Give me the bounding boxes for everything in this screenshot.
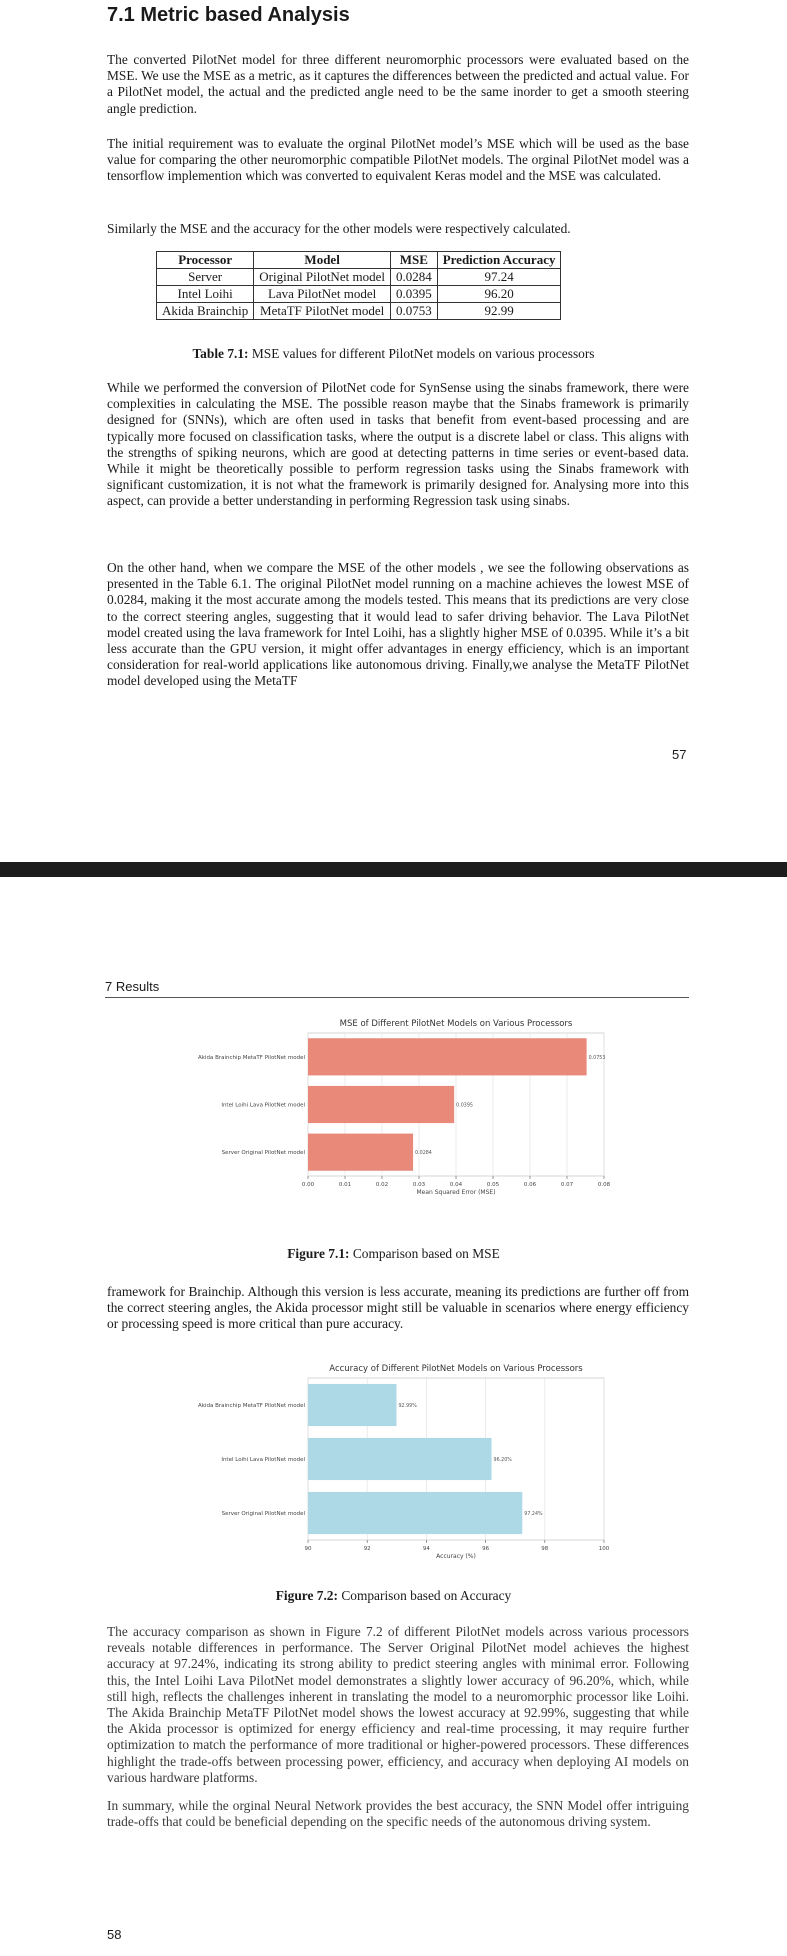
y-category-label: Intel Loihi Lava PilotNet model	[221, 1102, 305, 1109]
chart-title: Accuracy of Different PilotNet Models on Various Processors	[329, 1364, 583, 1374]
x-tick-label: 0.03	[412, 1182, 426, 1188]
table-cell: Akida Brainchip	[157, 303, 254, 320]
mse-bar-chart	[0, 1017, 787, 1207]
x-tick-label: 90	[304, 1546, 312, 1552]
x-tick-label: 92	[363, 1546, 371, 1552]
page-57	[0, 0, 787, 862]
table-cell: 0.0753	[390, 303, 437, 320]
x-tick-label: 98	[541, 1546, 549, 1552]
x-tick-label: 100	[598, 1546, 610, 1552]
table-caption-text: MSE values for different PilotNet models on various processors	[248, 346, 595, 361]
table-row	[157, 269, 561, 286]
figure-caption-1-text: Comparison based on MSE	[349, 1246, 500, 1261]
table-cell: Original PilotNet model	[254, 269, 391, 286]
table-header-row	[157, 252, 561, 269]
page-number: 58	[107, 1927, 122, 1942]
bar	[308, 1384, 397, 1426]
paragraph-brainchip: framework for Brainchip. Although this version is less accurate, meaning its predictions are further off from the correct steering angles, the Akida processor might still be valuable in scenarios where energy efficiency or processing speed is more critical than pure accuracy.	[107, 1284, 689, 1332]
bar	[308, 1086, 454, 1123]
table-header: Prediction Accuracy	[437, 252, 561, 269]
x-tick-label: 0.08	[597, 1182, 611, 1188]
page-separator	[0, 862, 787, 877]
y-category-label: Server Original PilotNet model	[221, 1511, 305, 1517]
figure-caption-2-text: Comparison based on Accuracy	[337, 1588, 512, 1603]
page-58	[0, 877, 787, 1956]
y-category-label: Intel Loihi Lava PilotNet model	[221, 1457, 305, 1463]
figure-caption-1	[0, 1246, 787, 1262]
data-label: 97.24%	[524, 1512, 543, 1517]
table-row	[157, 303, 561, 320]
table-cell: 97.24	[437, 269, 561, 286]
x-tick-label: 0.06	[523, 1182, 537, 1188]
table-row	[157, 286, 561, 303]
data-label: 92.99%	[398, 1404, 417, 1409]
data-label: 0.0284	[415, 1151, 432, 1157]
table-caption-label: Table 7.1:	[192, 346, 249, 361]
table-cell: Lava PilotNet model	[254, 286, 391, 303]
paragraph-mse-metric: The converted PilotNet model for three different neuromorphic processors were evaluated based on the MSE. We use the MSE as a metric, as it captures the differences between the predicted and actual value. For a PilotNet model, the actual and the predicted angle need to be the same inorder to get a smooth steering angle prediction.	[107, 52, 689, 116]
page-number: 57	[672, 747, 687, 762]
figure-caption-1-label: Figure 7.1:	[287, 1246, 350, 1261]
x-axis-label: Accuracy (%)	[436, 1553, 476, 1560]
y-category-label: Akida Brainchip MetaTF PilotNet model	[197, 1054, 305, 1061]
table-cell: 96.20	[437, 286, 561, 303]
paragraph-original-model: The initial requirement was to evaluate the orginal PilotNet model’s MSE which will be used as the base value for comparing the other neuromorphic compatible PilotNet models. The orginal PilotNet model was a tensorflow implemention which was converted to equivalent Keras model and the MSE was calculated.	[107, 136, 689, 184]
running-header: 7 Results	[105, 979, 160, 994]
header-rule	[105, 997, 689, 998]
table-cell: 0.0395	[390, 286, 437, 303]
x-tick-label: 0.02	[375, 1182, 389, 1188]
figure-caption-2	[0, 1588, 787, 1604]
y-category-label: Server Original PilotNet model	[221, 1150, 305, 1157]
data-label: 0.0753	[588, 1055, 606, 1061]
x-tick-label: 94	[422, 1546, 430, 1552]
table-header: Processor	[157, 252, 254, 269]
mse-table	[156, 251, 561, 320]
bar	[308, 1438, 492, 1480]
paragraph-comparison: On the other hand, when we compare the MSE of the other models , we see the following observations as presented in the Table 6.1. The original PilotNet model running on a machine achieves the lowest MSE of 0.0284, making it the most accurate among the models tested. This means that its predictions are very close to the correct steering angles, suggesting that it would lead to safer driving behavior. The Lava PilotNet model created using the lava framework for Intel Loihi, has a slightly higher MSE of 0.0395. While it’s a bit less accurate than the GPU version, it might offer advantages in energy efficiency, which is an important consideration for real-world applications like autonomous driving. Finally,we analyse the MetaTF PilotNet model developed using the MetaTF	[107, 560, 689, 689]
chart-title: MSE of Different PilotNet Models on Various Processors	[339, 1019, 573, 1029]
paragraph-sinabs: While we performed the conversion of PilotNet code for SynSense using the sinabs framework, there were complexities in calculating the MSE. The possible reason maybe that the Sinabs framework is primarily designed for (SNNs), which are often used in tasks that benefit from event-based processing and are typically more focused on classification tasks, where the output is a discrete label or class. This aligns with the strengths of spiking neurons, which are good at detecting patterns in time series or event-based data. While it might be theoretically possible to perform regression tasks using the Sinabs framework with significant customization, it is not what the framework is primarily designed for. Analysing more into this aspect, can provide a better understanding in performing Regression task using sinabs.	[107, 380, 689, 509]
x-tick-label: 0.01	[338, 1182, 352, 1188]
paragraph-accuracy-comparison: The accuracy comparison as shown in Figure 7.2 of different PilotNet models across various processors reveals notable differences in performance. The Server Original PilotNet model achieves the highest accuracy at 97.24%, indicating its strong ability to predict steering angles with minimal error. Following this, the Intel Loihi Lava PilotNet model demonstrates a slightly lower accuracy of 96.20%, which, while still high, reflects the challenges inherent in translating the model to a neuromorphic processor like Loihi. The Akida Brainchip MetaTF PilotNet model shows the lowest accuracy at 92.99%, suggesting that while the Akida processor is optimized for energy efficiency and real-time processing, it may require further optimization to match the performance of more traditional or higher-powered processors. These differences highlight the trade-offs between processing power, efficiency, and accuracy when deploying AI models on various hardware platforms.	[107, 1624, 689, 1785]
x-tick-label: 0.00	[301, 1182, 315, 1188]
figure-caption-2-label: Figure 7.2:	[275, 1588, 338, 1603]
x-axis-label: Mean Squared Error (MSE)	[416, 1189, 496, 1196]
bar	[308, 1134, 413, 1171]
section-title: 7.1 Metric based Analysis	[107, 4, 350, 26]
data-label: 96.20%	[493, 1458, 512, 1463]
data-label: 0.0395	[456, 1103, 473, 1109]
bar	[308, 1038, 587, 1075]
table-cell: 92.99	[437, 303, 561, 320]
table-cell: MetaTF PilotNet model	[254, 303, 391, 320]
table-caption	[0, 346, 787, 362]
table-cell: Intel Loihi	[157, 286, 254, 303]
x-tick-label: 0.04	[449, 1182, 463, 1188]
table-header: Model	[254, 252, 391, 269]
table-header: MSE	[390, 252, 437, 269]
paragraph-similarly: Similarly the MSE and the accuracy for the other models were respectively calculated.	[107, 221, 571, 236]
table-cell: Server	[157, 269, 254, 286]
y-category-label: Akida Brainchip MetaTF PilotNet model	[197, 1403, 305, 1409]
table-cell: 0.0284	[390, 269, 437, 286]
paragraph-summary: In summary, while the orginal Neural Network provides the best accuracy, the SNN Model offer intriguing trade-offs that could be beneficial depending on the specific needs of the autonomous driving system.	[107, 1798, 689, 1830]
accuracy-bar-chart	[0, 1360, 787, 1570]
x-tick-label: 0.05	[486, 1182, 500, 1188]
x-tick-label: 96	[482, 1546, 490, 1552]
bar	[308, 1492, 522, 1534]
x-tick-label: 0.07	[560, 1182, 574, 1188]
